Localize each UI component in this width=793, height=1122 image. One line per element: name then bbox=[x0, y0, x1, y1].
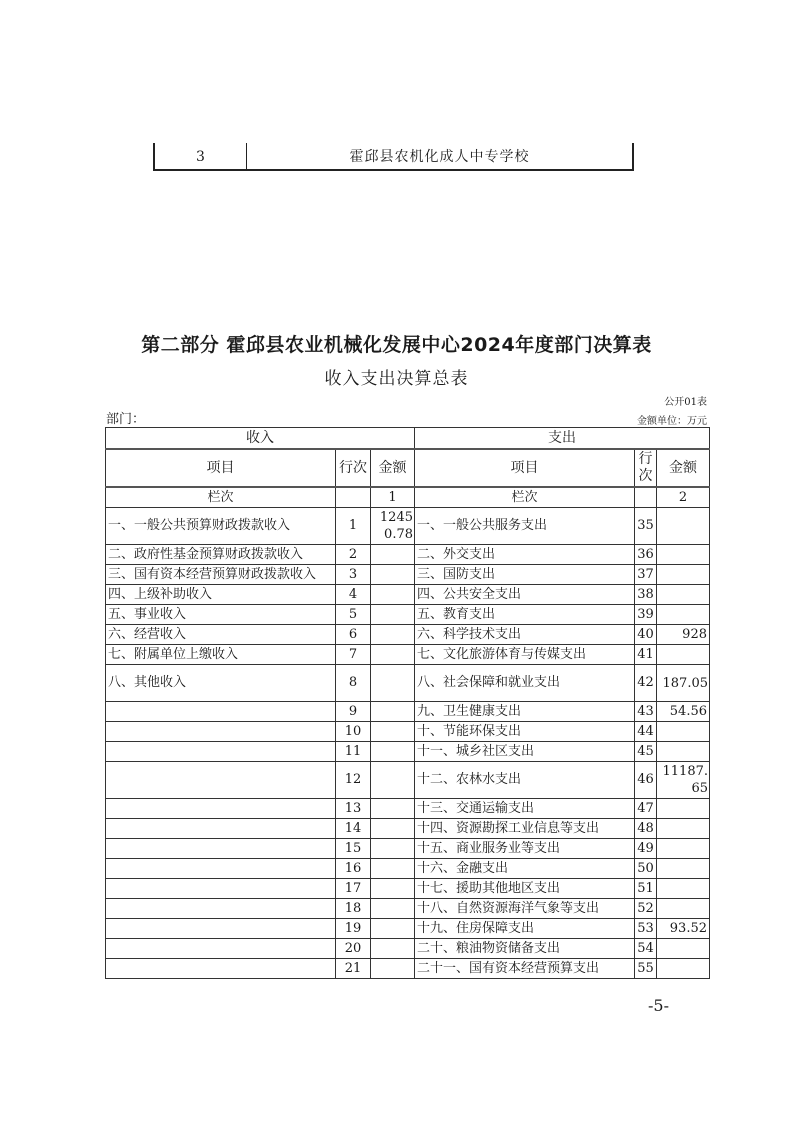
income-item-cell: 一、一般公共预算财政拨款收入 bbox=[106, 508, 336, 545]
income-row-header: 行次 bbox=[336, 449, 371, 487]
expense-item-cell: 九、卫生健康支出 bbox=[415, 702, 635, 722]
expense-amount-cell bbox=[657, 819, 710, 839]
table-row bbox=[106, 702, 710, 722]
expense-item-cell: 六、科学技术支出 bbox=[415, 625, 635, 645]
income-item-cell: 八、其他收入 bbox=[106, 665, 336, 702]
expense-row-cell: 38 bbox=[635, 585, 657, 605]
income-amount-cell bbox=[371, 799, 415, 819]
income-row-cell: 15 bbox=[336, 839, 371, 859]
income-item-cell: 七、附属单位上缴收入 bbox=[106, 645, 336, 665]
expense-item-header: 项目 bbox=[415, 449, 635, 487]
expense-item-cell: 十四、资源勘探工业信息等支出 bbox=[415, 819, 635, 839]
expense-row-cell: 41 bbox=[635, 645, 657, 665]
income-amount-cell bbox=[371, 919, 415, 939]
table-row bbox=[106, 545, 710, 565]
previous-table-fragment bbox=[153, 143, 634, 171]
expense-amount-cell bbox=[657, 585, 710, 605]
fragment-index: 3 bbox=[155, 143, 247, 169]
income-item-cell bbox=[106, 939, 336, 959]
income-row-cell: 14 bbox=[336, 819, 371, 839]
income-amount-cell bbox=[371, 702, 415, 722]
income-item-cell: 五、事业收入 bbox=[106, 605, 336, 625]
expense-item-cell: 二十一、国有资本经营预算支出 bbox=[415, 959, 635, 979]
income-amount-cell bbox=[371, 722, 415, 742]
expense-amount-cell bbox=[657, 508, 710, 545]
income-expense-summary-table bbox=[105, 427, 710, 979]
page-number: -5- bbox=[648, 996, 669, 1015]
expense-item-cell: 十一、城乡社区支出 bbox=[415, 742, 635, 762]
income-row-cell: 10 bbox=[336, 722, 371, 742]
expense-amount-cell bbox=[657, 565, 710, 585]
income-row-cell: 2 bbox=[336, 545, 371, 565]
expense-index-label: 栏次 bbox=[415, 487, 635, 508]
income-item-cell bbox=[106, 722, 336, 742]
expense-amount-header: 金额 bbox=[657, 449, 710, 487]
income-amount-index: 1 bbox=[371, 487, 415, 508]
expense-item-cell: 十七、援助其他地区支出 bbox=[415, 879, 635, 899]
expense-amount-cell bbox=[657, 839, 710, 859]
table-row bbox=[106, 839, 710, 859]
expense-amount-cell bbox=[657, 742, 710, 762]
table-row bbox=[106, 645, 710, 665]
income-row-cell: 1 bbox=[336, 508, 371, 545]
income-row-cell: 21 bbox=[336, 959, 371, 979]
table-row bbox=[106, 899, 710, 919]
income-row-cell: 19 bbox=[336, 919, 371, 939]
expense-row-cell: 49 bbox=[635, 839, 657, 859]
fragment-unit-name: 霍邱县农机化成人中专学校 bbox=[349, 149, 530, 165]
expense-row-cell: 37 bbox=[635, 565, 657, 585]
income-item-cell bbox=[106, 879, 336, 899]
table-row bbox=[106, 565, 710, 585]
expense-header: 支出 bbox=[415, 428, 710, 450]
section-header-row bbox=[106, 428, 710, 450]
income-amount-cell bbox=[371, 939, 415, 959]
expense-item-cell: 五、教育支出 bbox=[415, 605, 635, 625]
income-item-cell bbox=[106, 899, 336, 919]
expense-item-cell: 十二、农林水支出 bbox=[415, 762, 635, 799]
table-row bbox=[106, 625, 710, 645]
income-amount-cell: 12450.78 bbox=[371, 508, 415, 545]
income-header: 收入 bbox=[106, 428, 415, 450]
income-row-cell: 9 bbox=[336, 702, 371, 722]
table-row bbox=[106, 585, 710, 605]
income-item-cell bbox=[106, 919, 336, 939]
expense-item-cell: 十九、住房保障支出 bbox=[415, 919, 635, 939]
expense-row-cell: 45 bbox=[635, 742, 657, 762]
income-row-cell: 4 bbox=[336, 585, 371, 605]
expense-item-cell: 二十、粮油物资储备支出 bbox=[415, 939, 635, 959]
expense-amount-cell: 187.05 bbox=[657, 665, 710, 702]
income-item-cell bbox=[106, 799, 336, 819]
expense-row-index-blank bbox=[635, 487, 657, 508]
income-amount-cell bbox=[371, 565, 415, 585]
income-amount-cell bbox=[371, 665, 415, 702]
table-row bbox=[106, 939, 710, 959]
expense-amount-cell: 11187.65 bbox=[657, 762, 710, 799]
table-row bbox=[106, 959, 710, 979]
expense-row-cell: 48 bbox=[635, 819, 657, 839]
income-row-cell: 11 bbox=[336, 742, 371, 762]
expense-row-cell: 52 bbox=[635, 899, 657, 919]
expense-row-header-text: 行 次 bbox=[638, 451, 653, 484]
income-item-cell: 三、国有资本经营预算财政拨款收入 bbox=[106, 565, 336, 585]
table-row bbox=[106, 665, 710, 702]
income-amount-cell bbox=[371, 762, 415, 799]
expense-row-cell: 53 bbox=[635, 919, 657, 939]
income-amount-cell bbox=[371, 545, 415, 565]
income-amount-cell bbox=[371, 625, 415, 645]
column-header-row bbox=[106, 449, 710, 487]
income-row-index-blank bbox=[336, 487, 371, 508]
expense-item-cell: 一、一般公共服务支出 bbox=[415, 508, 635, 545]
income-row-cell: 6 bbox=[336, 625, 371, 645]
expense-amount-cell bbox=[657, 645, 710, 665]
expense-row-cell: 55 bbox=[635, 959, 657, 979]
expense-row-cell: 46 bbox=[635, 762, 657, 799]
income-row-cell: 8 bbox=[336, 665, 371, 702]
income-amount-cell bbox=[371, 899, 415, 919]
expense-item-cell: 十五、商业服务业等支出 bbox=[415, 839, 635, 859]
table-row bbox=[106, 742, 710, 762]
expense-item-cell: 十六、金融支出 bbox=[415, 859, 635, 879]
expense-amount-index: 2 bbox=[657, 487, 710, 508]
expense-row-header bbox=[635, 449, 657, 487]
table-row bbox=[106, 508, 710, 545]
table-row bbox=[106, 605, 710, 625]
income-item-cell bbox=[106, 762, 336, 799]
expense-row-cell: 51 bbox=[635, 879, 657, 899]
expense-row-cell: 54 bbox=[635, 939, 657, 959]
table-row bbox=[106, 722, 710, 742]
expense-amount-cell bbox=[657, 799, 710, 819]
income-amount-cell bbox=[371, 839, 415, 859]
income-amount-cell bbox=[371, 742, 415, 762]
income-row-cell: 20 bbox=[336, 939, 371, 959]
expense-amount-cell bbox=[657, 722, 710, 742]
table-row bbox=[106, 819, 710, 839]
income-item-cell: 六、经营收入 bbox=[106, 625, 336, 645]
income-item-cell bbox=[106, 839, 336, 859]
column-index-row bbox=[106, 487, 710, 508]
income-item-cell bbox=[106, 742, 336, 762]
income-item-cell: 四、上级补助收入 bbox=[106, 585, 336, 605]
expense-item-cell: 八、社会保障和就业支出 bbox=[415, 665, 635, 702]
amount-unit-label: 金额单位：万元 bbox=[637, 416, 707, 427]
income-amount-cell bbox=[371, 879, 415, 899]
table-row bbox=[106, 762, 710, 799]
expense-amount-cell bbox=[657, 899, 710, 919]
income-amount-cell bbox=[371, 605, 415, 625]
income-amount-cell bbox=[371, 959, 415, 979]
department-label: 部门： bbox=[106, 412, 146, 427]
expense-amount-cell bbox=[657, 959, 710, 979]
income-amount-cell bbox=[371, 859, 415, 879]
income-row-cell: 12 bbox=[336, 762, 371, 799]
expense-row-cell: 35 bbox=[635, 508, 657, 545]
page-title: 第二部分 霍邱县农业机械化发展中心2024年度部门决算表 bbox=[141, 334, 652, 356]
expense-amount-cell: 928 bbox=[657, 625, 710, 645]
expense-item-cell: 三、国防支出 bbox=[415, 565, 635, 585]
income-item-cell bbox=[106, 859, 336, 879]
expense-row-cell: 40 bbox=[635, 625, 657, 645]
expense-amount-cell bbox=[657, 859, 710, 879]
income-amount-cell bbox=[371, 645, 415, 665]
income-amount-header: 金额 bbox=[371, 449, 415, 487]
expense-amount-cell bbox=[657, 939, 710, 959]
income-row-cell: 5 bbox=[336, 605, 371, 625]
income-row-cell: 16 bbox=[336, 859, 371, 879]
expense-row-cell: 42 bbox=[635, 665, 657, 702]
income-amount-cell bbox=[371, 585, 415, 605]
expense-row-cell: 36 bbox=[635, 545, 657, 565]
table-row bbox=[106, 919, 710, 939]
income-row-cell: 17 bbox=[336, 879, 371, 899]
expense-row-cell: 47 bbox=[635, 799, 657, 819]
income-index-label: 栏次 bbox=[106, 487, 336, 508]
income-item-cell bbox=[106, 819, 336, 839]
expense-amount-cell bbox=[657, 879, 710, 899]
income-row-cell: 3 bbox=[336, 565, 371, 585]
expense-row-cell: 50 bbox=[635, 859, 657, 879]
form-number: 公开01表 bbox=[664, 397, 707, 408]
expense-item-cell: 四、公共安全支出 bbox=[415, 585, 635, 605]
income-item-cell: 二、政府性基金预算财政拨款收入 bbox=[106, 545, 336, 565]
income-item-header: 项目 bbox=[106, 449, 336, 487]
expense-amount-cell: 93.52 bbox=[657, 919, 710, 939]
income-item-cell bbox=[106, 959, 336, 979]
expense-item-cell: 七、文化旅游体育与传媒支出 bbox=[415, 645, 635, 665]
expense-item-cell: 十三、交通运输支出 bbox=[415, 799, 635, 819]
expense-amount-cell bbox=[657, 605, 710, 625]
income-row-cell: 18 bbox=[336, 899, 371, 919]
expense-row-cell: 44 bbox=[635, 722, 657, 742]
table-row bbox=[106, 799, 710, 819]
table-subtitle: 收入支出决算总表 bbox=[324, 369, 469, 389]
expense-amount-cell bbox=[657, 545, 710, 565]
income-amount-cell bbox=[371, 819, 415, 839]
expense-row-cell: 43 bbox=[635, 702, 657, 722]
expense-row-cell: 39 bbox=[635, 605, 657, 625]
income-row-cell: 13 bbox=[336, 799, 371, 819]
expense-item-cell: 十、节能环保支出 bbox=[415, 722, 635, 742]
expense-item-cell: 十八、自然资源海洋气象等支出 bbox=[415, 899, 635, 919]
table-row bbox=[106, 859, 710, 879]
expense-amount-cell: 54.56 bbox=[657, 702, 710, 722]
table-row bbox=[106, 879, 710, 899]
expense-item-cell: 二、外交支出 bbox=[415, 545, 635, 565]
income-item-cell bbox=[106, 702, 336, 722]
income-row-cell: 7 bbox=[336, 645, 371, 665]
